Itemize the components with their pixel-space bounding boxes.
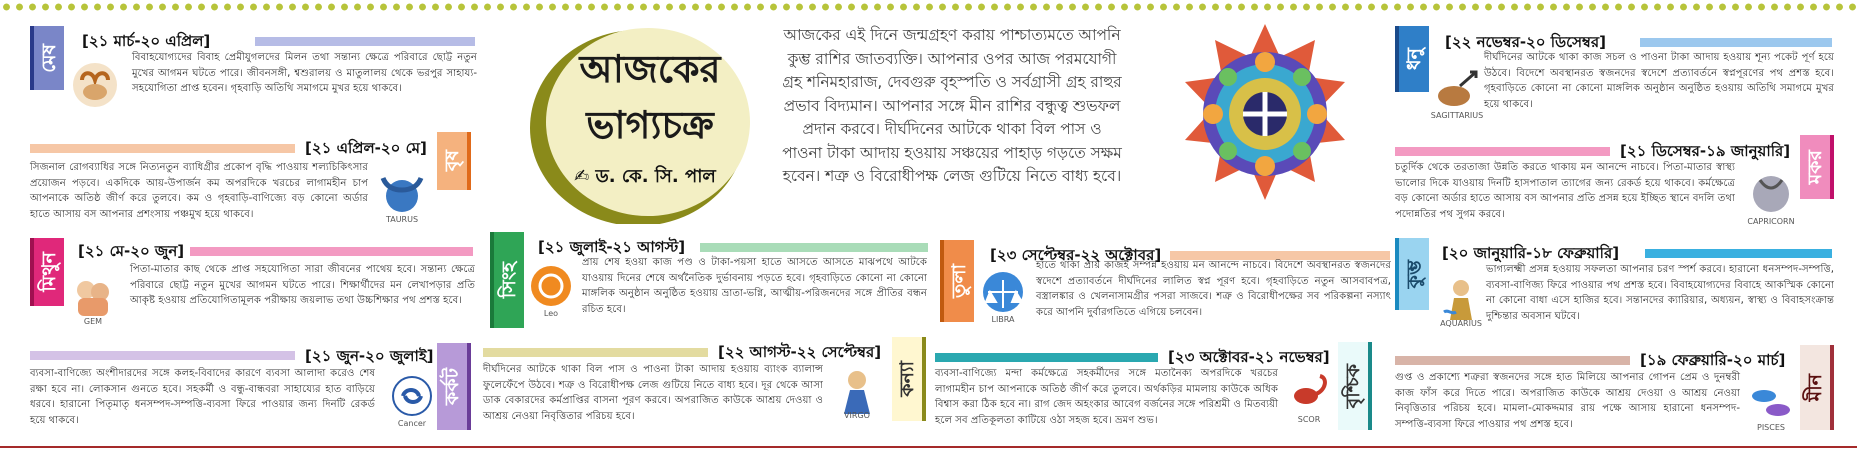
sagittarius-icon: SAGITTARIUS <box>1430 64 1484 118</box>
sign-dates: [২১ ডিসেম্বর-১৯ জানুয়ারি] <box>1620 142 1791 160</box>
sign-text: চতুর্দিক থেকে তরতাজা উন্নতি করতে থাকায় মন আনন্দে নাচবে। পিতা-মাতার স্বাস্থ্য ভালোর দিকে যাওয়ায় দিনটি হাসপাতাল ত্যাগের জন্য রেকর্ড হয়ে থাকবে। কর্মক্ষেত্রে বড় কোনো অর্ডার হাতে আসায় বস আপনার প্রতি প্রসন্ন হয়ে ইচ্ছিত স্থানে বদলি তথা পদোন্নতির পথ সুগম করবে। <box>1395 162 1735 221</box>
leo-icon: Leo <box>524 262 578 316</box>
sign-name-tab: কন্যা <box>892 337 926 421</box>
page-title: আজকের ভাগ্যচক্র <box>579 46 721 147</box>
sign-dates: [২৩ সেপ্টেম্বর-২২ অক্টোবর] <box>990 246 1162 264</box>
pisces-icon: PISCES <box>1744 376 1798 430</box>
sign-dates: [২০ জানুয়ারি-১৮ ফেব্রুয়ারি] <box>1442 244 1620 262</box>
header-bar <box>1395 356 1630 365</box>
header-bar <box>255 37 475 46</box>
sign-dates: [২১ এপ্রিল-২০ মে] <box>305 139 427 157</box>
sign-dates: [২১ মে-২০ জুন] <box>78 242 185 260</box>
header-bar <box>1640 38 1832 47</box>
scorpio-icon: SCOR <box>1282 368 1336 422</box>
intro-text: আজকের এই দিনে জন্মগ্রহণ করায় পাশ্চাত্যমতে আপনি কুম্ভ রাশির জাতব্যক্তি। আপনার ওপর আজ পরমযোগী গ্রহ শনিমহারাজ, দেবগুরু বৃহস্পতি ও সর্বগ্রাসী গ্রহ রাহুর প্রভাব বিদ্যমান। আপনার সঙ্গে মীন রাশির বন্ধুত্ব শুভফল প্রদান করবে। দীর্ঘদিনের আটকে থাকা বিল পাস ও পাওনা টাকা আদায় হওয়ায় সঞ্চয়ের পাহাড় গড়তে সক্ষম হবেন। শত্রু ও বিরোধীপক্ষ লেজ গুটিয়ে নিতে বাধ্য হবে। <box>782 26 1122 185</box>
header-bar <box>1645 249 1832 258</box>
sign-name-tab: কুম্ভ <box>1395 238 1429 310</box>
zodiac-wheel-image <box>1180 22 1350 212</box>
sign-name-tab: ধনু <box>1395 26 1429 92</box>
sign-name-tab: বৃষ <box>437 132 471 190</box>
sign-text: বিবাহযোগ্যদের বিবাহ প্রেমীযুগলদের মিলন তথা সন্তান্য ক্ষেত্রে পরিবারে ছোট্ট নতুন মুখের আগমন ঘটতে পারে। জীবনসঙ্গী, শ্বশুরালয় ও মাতুলালয় থেকে ভরপুর সাহায্য-সহযোগিতা প্রাপ্ত হবেন। গৃহবাড়ি অতিথি সমাগমে মুখর হয়ে থাকবে। <box>132 52 477 95</box>
capricorn-icon: CAPRICORN <box>1744 170 1798 224</box>
title-badge <box>520 24 750 224</box>
aquarius-icon: AQUARIUS <box>1434 272 1488 326</box>
sign-name-tab: মিথুন <box>30 238 64 306</box>
sign-text: হাতে থাকা প্রায় কাজই সম্পন্ন হওয়ায় মন আনন্দে নাচবে। বিদেশে অবস্থানরত স্বজনদের স্বদেশে প্রত্যাবর্তনে দীর্ঘদিনের লালিত স্বপ্ন পূরণ হবে। গৃহবাড়িতে নতুন আসবাবপত্র, বস্ত্রালঙ্কার ও খেলনাসামগ্রীর পসরা সাজবে। শত্রু ও বিরোধীপক্ষের সব পরিকল্পনা নস্যাৎ করে আপনি দুর্বারগতিতে এগিয়ে চলবেন। <box>1036 260 1391 319</box>
sign-name-tab: মেষ <box>30 26 64 90</box>
sign-name-tab: মীন <box>1800 345 1834 430</box>
sign-dates: [১৯ ফেব্রুয়ারি-২০ মার্চ] <box>1640 351 1786 369</box>
sign-dates: [২২ আগস্ট-২২ সেপ্টেম্বর] <box>718 343 882 361</box>
sign-dates: [২১ জুন-২০ জুলাই] <box>305 347 434 365</box>
virgo-icon: VIRGO <box>830 364 884 418</box>
header-bar <box>30 351 295 360</box>
sign-name-tab: কর্কট <box>437 343 471 430</box>
gemini-icon: GEM <box>66 270 120 324</box>
sign-text: ব্যবসা-বাণিজ্যে মন্দা কর্মক্ষেত্রে সহকর্মীদের সঙ্গে মতানৈক্য অপরদিকে খরচের লাগামহীন চাপ আপনাকে অতিষ্ঠ জীর্ণ করে তুলবে। অর্থকড়ির মামলায় কাউকে অধিক বিশ্বাস করা ঠিক হবে না। রাগ জেদ অহংকার আবেগ বর্জনের সঙ্গে পরিশ্রমী ও মিতব্যয়ী হলে সব প্রতিকূলতা কাটিয়ে ওঠা সহজ হবে। ভ্রমণ শুভ। <box>935 368 1278 427</box>
aries-icon <box>68 58 122 112</box>
cancer-icon: Cancer <box>385 372 439 426</box>
header-bar <box>483 348 708 357</box>
sign-name-tab: মকর <box>1800 135 1834 199</box>
author: ✍ ড. কে. সি. পাল <box>574 166 716 187</box>
header-bar <box>30 144 295 153</box>
sign-text: ব্যবসা-বাণিজ্যে অংশীদারদের সঙ্গে কলহ-বিবাদের কারণে ব্যবসা আলাদা করেও শেষ রক্ষা হবে না। লোকসান গুনতে হবে। সহকর্মী ও বন্ধু-বান্ধবরা সাহায্যের হাত বাড়িয়ে ধরবে। হারানো পিতৃমাতৃ ধনসম্পদ-সম্পত্তি-ব্যবসা ফিরে পাওয়ার জন্য দিনটি রেকর্ড হয়ে থাকবে। <box>30 368 375 427</box>
header-bar <box>190 247 473 256</box>
sign-name-tab: বৃশ্চিক <box>1338 342 1372 430</box>
sign-text: দীর্ঘদিনের আটকে থাকা বিল পাস ও পাওনা টাকা আদায় হওয়ায় ব্যাংক ব্যালান্স ফুলেফেঁপে উঠবে। শত্রু ও বিরোধীপক্ষ লেজ গুটিয়ে নিতে বাধ্য হবে। দূর থেকে আসা ডাক বেকারদের কর্মপ্রাপ্তির বাসনা পূরণ করবে। অপরাজিত কাউকে আশ্রয় দেওয়া ও আশ্রয় নেওয়া নিবৃত্তিতার পরিচয় হবে। <box>483 364 823 423</box>
header-bar <box>1395 147 1610 156</box>
sign-text: পিতা-মাতার কাছ থেকে প্রাপ্ত সহযোগিতা সারা জীবনের পাথেয় হবে। সন্তান্য ক্ষেত্রে পরিবারে ছোট্ট নতুন মুখের আগমন ঘটতে পারে। শিক্ষার্থীদের মন লেখাপড়ার প্রতি আকৃষ্ট হওয়ায় প্রতিযোগিতামূলক পরীক্ষায় জয়লাভ তথা উচ্চশিক্ষার পথ প্রশস্ত হবে। <box>130 264 475 307</box>
sign-text: সিজনাল রোগব্যাধির সঙ্গে নিত্যনতুন ব্যাধিগ্রীর প্রকোপ বৃদ্ধি পাওয়ায় শল্যচিকিৎসার প্রয়োজন পড়বে। একদিকে আয়-উপার্জন কম অপরদিকে খরচের লাগামহীন চাপ আপনাকে অতিষ্ঠ জীর্ণ করে তুলবে। কম ও গৃহবাড়ি-বাণিজ্যে বড় কোনো অর্ডার হাতে আসায় বস আপনার প্রশংসায় পঞ্চমুখ হয়ে থাকবে। <box>30 162 368 221</box>
sign-text: গুপ্ত ও প্রকাশ্যে শত্রুরা স্বজনদের সঙ্গে হাত মিলিয়ে আপনার গোপন প্রেম ও দুনম্বরী কাজ ফাঁস করে দিতে পারে। অপরাজিত কাউকে আশ্রয় দেওয়া ও আশ্রয় নেওয়া নিবৃত্তিতার পরিচয় হবে। মামলা-মোকদ্দমার রায় পক্ষে আসায় হারানো ধনসম্পদ-সম্পত্তি-ব্যবসা ফিরে পাওয়ার পথ প্রশস্ত হবে। <box>1395 372 1740 431</box>
sign-name-tab: তুলা <box>940 240 974 322</box>
sign-text: দীর্ঘদিনের আটকে থাকা কাজ সচল ও পাওনা টাকা আদায় হওয়ায় শূন্য পকেট পূর্ণ হয়ে উঠবে। বিদেশে অবস্থানরত স্বজনদের স্বদেশে প্রত্যাবর্তনে স্বপ্নপূরণের পথ প্রশস্ত হবে। গৃহবাড়িতে কোনো না কোনো মাঙ্গলিক অনুষ্ঠান অনুষ্ঠিত হওয়ায় অতিথি সমাগমে মুখর হয়ে থাকবে। <box>1484 52 1834 111</box>
sign-name-tab: সিংহ <box>490 232 524 328</box>
bottom-rule <box>0 446 1857 448</box>
sign-text: প্রায় শেষ হওয়া কাজ পণ্ড ও টাকা-পয়সা হাতে আসতে আসতে মাঝপথে আটকে যাওয়ায় দিনের শেষে অর্থনৈতিক দুর্ভাবনায় পড়তে হবে। গৃহবাড়িতে কোনো না কোনো মাঙ্গলিক অনুষ্ঠান অনুষ্ঠিত হওয়ায় ভ্রাতা-ভগ্নি, আত্মীয়-পরিজনদের সঙ্গে প্রীতির বন্ধন রচিত হবে। <box>582 257 927 316</box>
sign-dates: [২৩ অক্টোবর-২১ নভেম্বর] <box>1168 348 1330 366</box>
sign-text: ভাগ্যলক্ষ্মী প্রসন্ন হওয়ায় সফলতা আপনার চরণ স্পর্শ করবে। হারানো ধনসম্পদ-সম্পত্তি, ব্যবসা-বাণিজ্য ফিরে পাওয়ার পথ প্রশস্ত হবে। বিবাহযোগ্যদের বিবাহে আকস্মিক কোনো না কোনো বাধা এসে হাজির হবে। সন্তানদের ক্যারিয়ার, অধ্যয়ন, স্বাস্থ্য ও বিবাহসংক্রান্ত দুশ্চিন্তার অবসান ঘটবে। <box>1486 264 1834 323</box>
sign-dates: [২১ মার্চ-২০ এপ্রিল] <box>82 32 211 50</box>
header-bar <box>935 353 1158 362</box>
header-bar <box>700 243 928 252</box>
top-dot-border <box>0 2 1857 12</box>
taurus-icon: TAURUS <box>375 168 429 222</box>
pen-icon: ✍ <box>574 166 590 187</box>
sign-dates: [২১ জুলাই-২১ আগস্ট] <box>538 238 686 256</box>
libra-icon: LIBRA <box>976 268 1030 322</box>
sign-dates: [২২ নভেম্বর-২০ ডিসেম্বর] <box>1445 33 1606 51</box>
